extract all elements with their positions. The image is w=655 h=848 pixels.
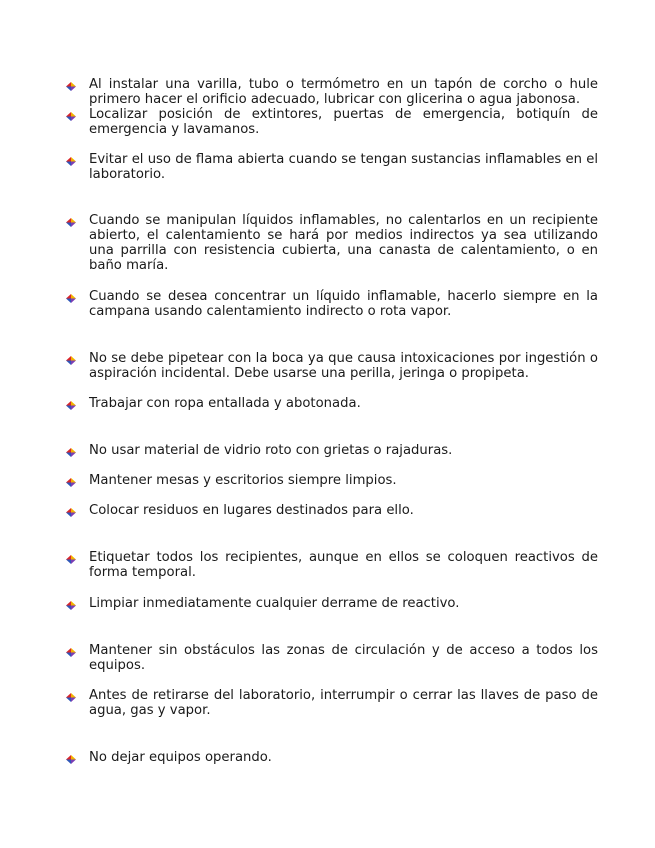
list-item-text: Cuando se manipulan líquidos inflamables, no calentarlos en un recipiente abierto, el calentamiento se hará por medios indirectos ya sea utilizando una parrilla con resistencia cubierta, una canasta de calentamiento, o en baño maría. bbox=[89, 213, 598, 273]
list-item-text: Limpiar inmediatamente cualquier derrame de reactivo. bbox=[89, 596, 460, 611]
list-item-text: Antes de retirarse del laboratorio, interrumpir o cerrar las llaves de paso de agua, gas y vapor. bbox=[89, 688, 598, 718]
list-item-text: Evitar el uso de flama abierta cuando se tengan sustancias inflamables en el laboratorio. bbox=[89, 152, 598, 182]
list-item-text: Colocar residuos en lugares destinados para ello. bbox=[89, 503, 414, 518]
multicolor-diamond-bullet-icon bbox=[66, 553, 76, 562]
multicolor-diamond-bullet-icon bbox=[66, 753, 76, 762]
list-item-text: Localizar posición de extintores, puertas de emergencia, botiquín de emergencia y lavamanos. bbox=[89, 107, 598, 137]
multicolor-diamond-bullet-icon bbox=[66, 646, 76, 655]
multicolor-diamond-bullet-icon bbox=[66, 506, 76, 515]
list-item-text: Al instalar una varilla, tubo o termómetro en un tapón de corcho o hule primero hacer el orificio adecuado, lubricar con glicerina o agua jabonosa. bbox=[89, 77, 598, 107]
list-item-text: No usar material de vidrio roto con grietas o rajaduras. bbox=[89, 443, 453, 458]
multicolor-diamond-bullet-icon bbox=[66, 446, 76, 455]
multicolor-diamond-bullet-icon bbox=[66, 110, 76, 119]
multicolor-diamond-bullet-icon bbox=[66, 691, 76, 700]
multicolor-diamond-bullet-icon bbox=[66, 292, 76, 301]
multicolor-diamond-bullet-icon bbox=[66, 399, 76, 408]
multicolor-diamond-bullet-icon bbox=[66, 80, 76, 89]
list-item-text: Etiquetar todos los recipientes, aunque en ellos se coloquen reactivos de forma temporal. bbox=[89, 550, 598, 580]
list-item-text: Mantener sin obstáculos las zonas de circulación y de acceso a todos los equipos. bbox=[89, 643, 598, 673]
multicolor-diamond-bullet-icon bbox=[66, 216, 76, 225]
list-item-text: Trabajar con ropa entallada y abotonada. bbox=[89, 396, 361, 411]
multicolor-diamond-bullet-icon bbox=[66, 354, 76, 363]
multicolor-diamond-bullet-icon bbox=[66, 155, 76, 164]
multicolor-diamond-bullet-icon bbox=[66, 599, 76, 608]
list-item-text: Mantener mesas y escritorios siempre limpios. bbox=[89, 473, 397, 488]
multicolor-diamond-bullet-icon bbox=[66, 476, 76, 485]
list-item-text: Cuando se desea concentrar un líquido inflamable, hacerlo siempre en la campana usando calentamiento indirecto o rota vapor. bbox=[89, 289, 598, 319]
list-item-text: No dejar equipos operando. bbox=[89, 750, 272, 765]
list-item-text: No se debe pipetear con la boca ya que causa intoxicaciones por ingestión o aspiración incidental. Debe usarse una perilla, jeringa o propipeta. bbox=[89, 351, 598, 381]
